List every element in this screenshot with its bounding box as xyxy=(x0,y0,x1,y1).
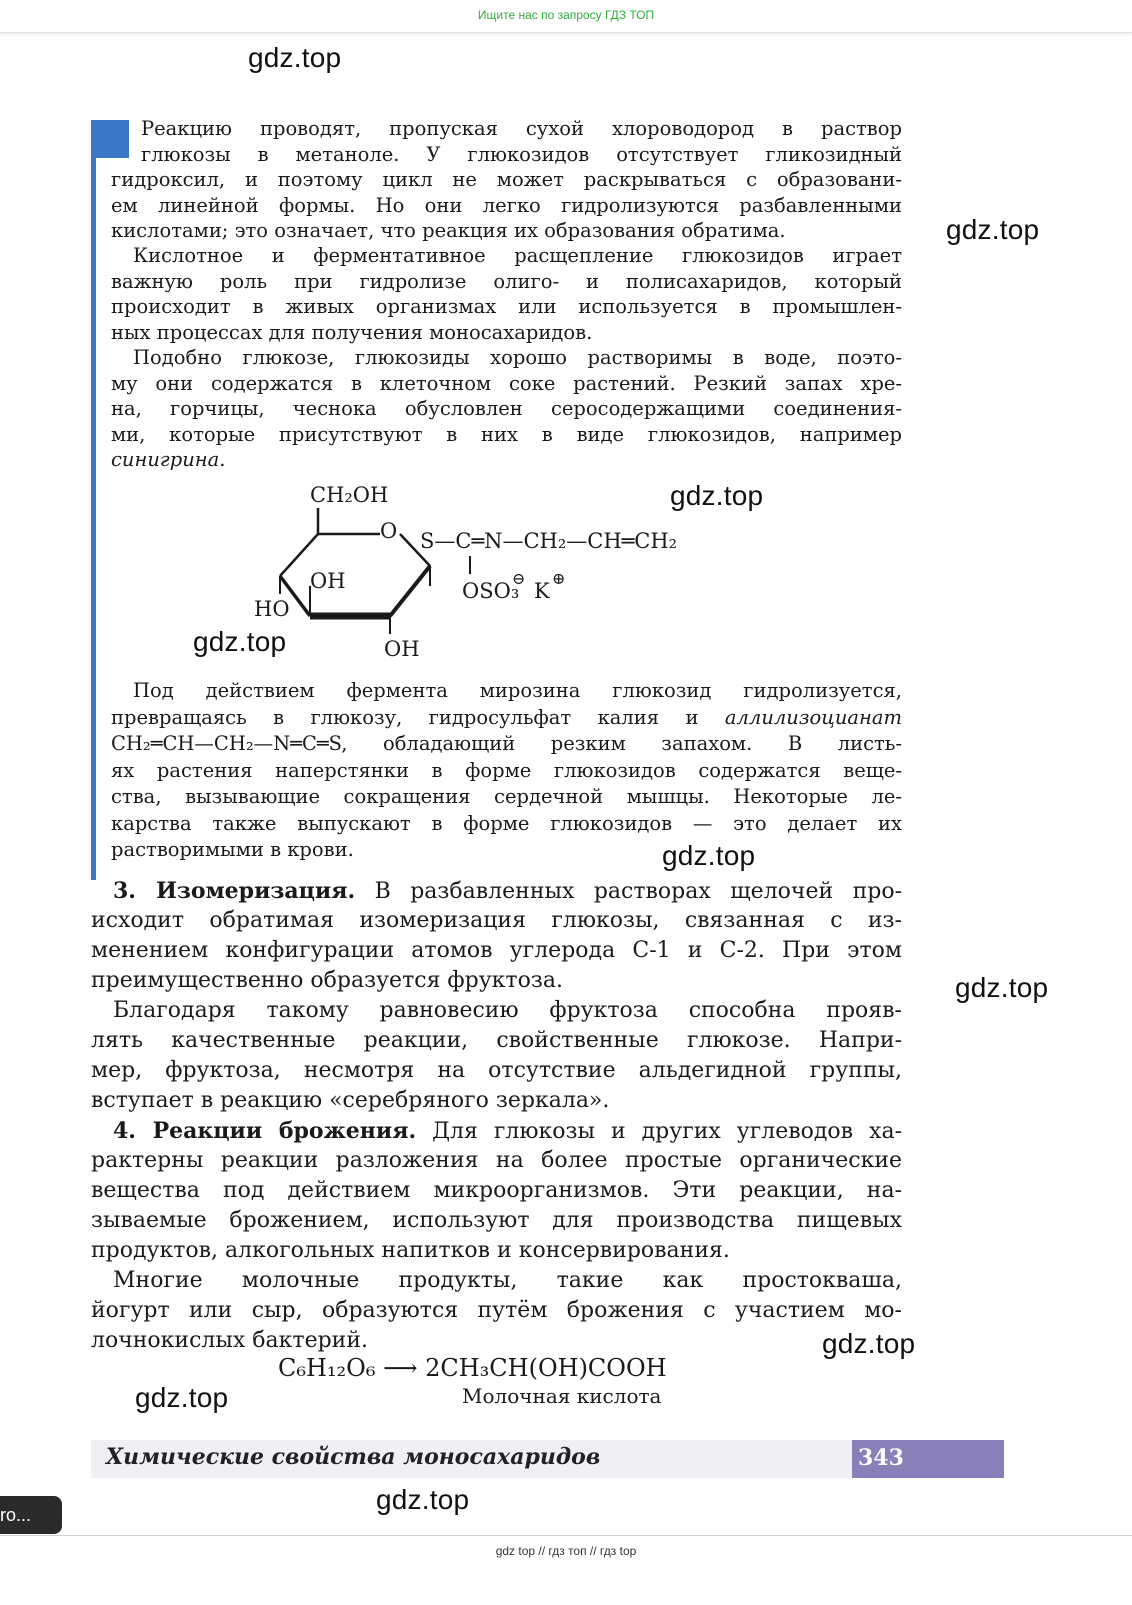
potassium-label: K xyxy=(534,579,550,603)
watermark: gdz.top xyxy=(248,42,342,73)
text-line: происходит в живых организмах или используется в промышлен- xyxy=(111,295,902,318)
watermark: gdz.top xyxy=(946,214,1040,245)
footer-title: Химические свойства моносахаридов xyxy=(106,1444,601,1470)
text-line: Реакцию проводят, пропуская сухой хлороводород в раствор xyxy=(141,117,902,140)
section-heading: 4. Реакции брожения. xyxy=(113,1118,417,1144)
text-line: ства, вызывающие сокращения сердечной мышцы. Некоторые ле- xyxy=(111,785,902,808)
text-line: гидроксил, и поэтому цикл не может раскрываться с образовани- xyxy=(111,168,902,191)
chain-label: S—C═N—CH₂—CH═CH₂ xyxy=(420,529,678,553)
watermark: gdz.top xyxy=(822,1328,916,1359)
section-heading: 3. Изомеризация. xyxy=(113,878,356,904)
oh-inner-label: OH xyxy=(310,569,346,593)
text-line: глюкозы в метаноле. У глюкозидов отсутствует гликозидный xyxy=(141,142,902,166)
text-line: лочнокислых бактерий. xyxy=(91,1328,368,1353)
box-paragraph-3 xyxy=(111,345,902,473)
oso3-label: OSO₃ xyxy=(462,579,520,603)
text-line: CH₂═CH—CH₂—N═C═S, обладающий резким запахом. В листь- xyxy=(111,732,902,755)
overlay-chip[interactable]: ro... xyxy=(0,1496,62,1534)
text-line: Кислотное и ферментативное расщепление глюкозидов играет xyxy=(133,244,902,267)
plus-charge: ⊕ xyxy=(552,569,566,588)
ho-label: HO xyxy=(254,597,290,621)
text-line: преимущественно образуется фруктоза. xyxy=(91,968,563,993)
text-line: менением конфигурации атомов углерода С-1 и С-2. При этом xyxy=(91,938,902,963)
text-line: вступает в реакцию «серебряного зеркала». xyxy=(91,1088,610,1113)
text-line: исходит обратимая изомеризация глюкозы, связанная с из- xyxy=(91,908,902,933)
top-banner: Ищите нас по запросу ГДЗ ТОП xyxy=(0,0,1132,33)
minus-charge: ⊖ xyxy=(512,569,526,588)
watermark: gdz.top xyxy=(662,840,756,871)
watermark: gdz.top xyxy=(193,626,287,657)
box-paragraph-1 xyxy=(111,116,902,244)
page-number: 343 xyxy=(852,1440,1004,1478)
text-line: му они содержатся в клеточном соке растений. Резкий запах хре- xyxy=(111,371,902,395)
fermentation-equation: C₆H₁₂O₆ ⟶ 2CH₃CH(OH)COOH xyxy=(278,1354,667,1382)
box-side-line xyxy=(91,120,96,880)
text-line: ных процессах для получения моносахаридов. xyxy=(111,320,593,344)
watermark: gdz.top xyxy=(670,480,764,511)
text-line xyxy=(111,705,902,732)
text-line: продуктов, алкогольных напитков и консервирования. xyxy=(91,1238,730,1263)
text-line xyxy=(91,1116,902,1146)
box-paragraph-2 xyxy=(111,243,902,345)
sinigrin-structure xyxy=(240,476,760,666)
bond xyxy=(390,566,430,616)
text-line: Многие молочные продукты, такие как простокваша, xyxy=(113,1268,902,1293)
watermark: gdz.top xyxy=(376,1484,470,1515)
text-line: кислотами; это означает, что реакция их образования обратима. xyxy=(111,219,786,242)
text-line: йогурт или сыр, образуются путём брожения с участием мо- xyxy=(91,1298,902,1323)
text-line: карства также выпускают в форме глюкозидов — это делает их xyxy=(111,811,902,835)
text-line: зываемые брожением, используют для производства пищевых xyxy=(91,1208,902,1233)
bottom-banner: gdz top // гдз топ // гдз top xyxy=(0,1535,1132,1566)
italic-term: синигрина xyxy=(111,448,220,471)
text-line: ях растения наперстянки в форме глюкозидов содержатся веще- xyxy=(111,758,902,782)
text-fragment: . xyxy=(219,448,226,471)
text-line: Под действием фермента мирозина глюкозид гидролизуется, xyxy=(133,679,902,702)
text-line xyxy=(91,876,902,906)
box-paragraph-4 xyxy=(111,678,902,864)
ch2oh-label: CH₂OH xyxy=(310,483,389,507)
text-line: ем линейной формы. Но они легко гидролизуются разбавленными xyxy=(111,193,902,217)
text-line: рактерны реакции разложения на более простые органические xyxy=(91,1148,902,1173)
oh-bottom-label: OH xyxy=(384,637,420,661)
text-line: важную роль при гидролизе олиго- и полисахаридов, который xyxy=(111,269,902,293)
text-line: мер, фруктоза, несмотря на отсутствие альдегидной группы, xyxy=(91,1058,902,1083)
text-line: вещества под действием микроорганизмов. Эти реакции, на- xyxy=(91,1178,902,1203)
text-fragment: Для глюкозы и других углеводов ха- xyxy=(416,1119,902,1144)
ring-oxygen-label: O xyxy=(380,519,398,543)
watermark: gdz.top xyxy=(135,1382,229,1413)
text-fragment: В разбавленных растворах щелочей про- xyxy=(355,879,903,904)
text-line: Благодаря такому равновесию фруктоза способна прояв- xyxy=(113,998,902,1023)
equation-label: Молочная кислота xyxy=(462,1384,662,1408)
text-line xyxy=(111,447,902,473)
watermark: gdz.top xyxy=(955,972,1049,1003)
text-fragment: превращаясь в глюкозу, гидросульфат калия и xyxy=(111,705,725,729)
italic-term: аллилизоцианат xyxy=(724,705,902,729)
text-line: на, горчицы, чеснока обусловлен серосодержащими соединения- xyxy=(111,397,902,420)
text-line: лять качественные реакции, свойственные глюкозе. Напри- xyxy=(91,1028,902,1053)
section-isomerization xyxy=(91,876,902,1356)
text-line: Подобно глюкозе, глюкозиды хорошо растворимы в воде, поэто- xyxy=(133,346,902,369)
text-line: растворимыми в крови. xyxy=(111,838,354,861)
text-line: ми, которые присутствуют в них в виде глюкозидов, например xyxy=(111,422,902,446)
